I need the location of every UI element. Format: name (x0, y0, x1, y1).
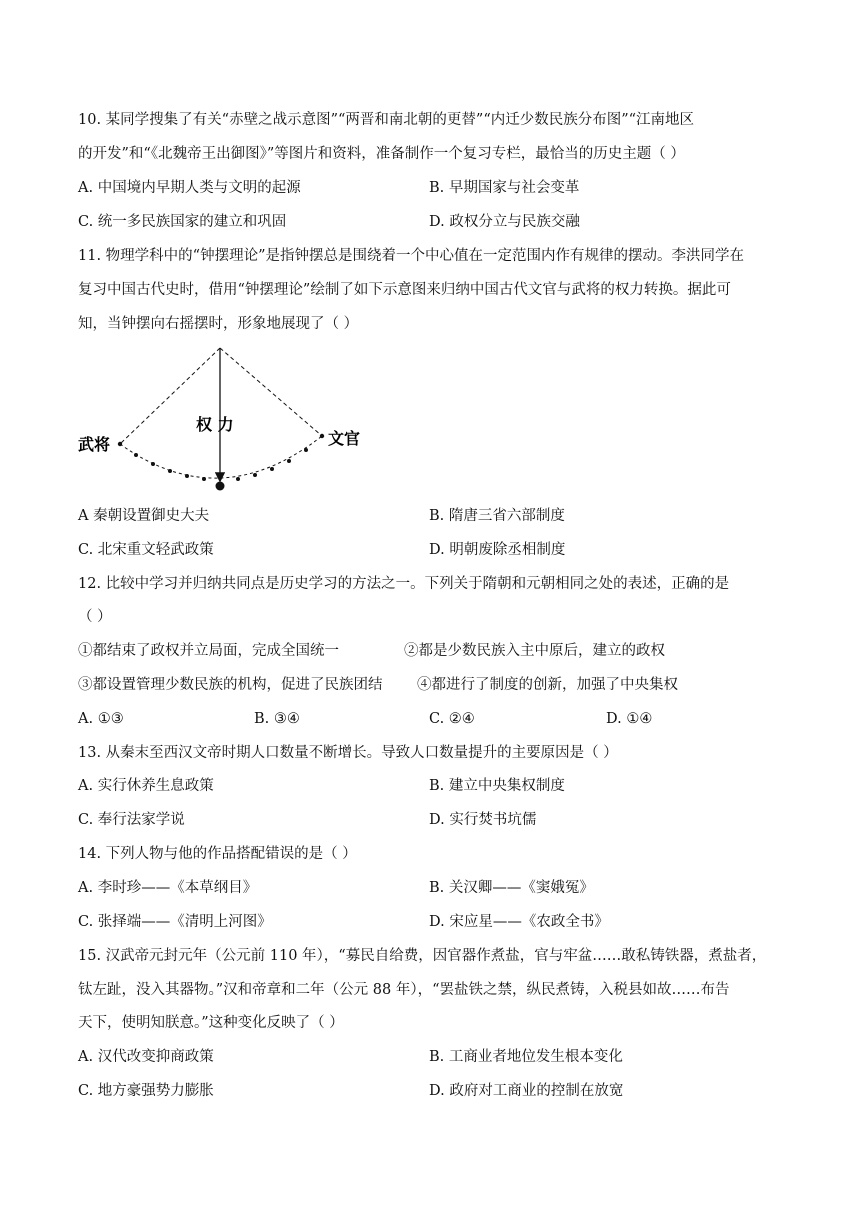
q13-option-d: D. 实行焚书坑儒 (429, 812, 537, 828)
q10-option-c: C. 统一多民族国家的建立和巩固 (78, 214, 287, 230)
q10-stem-line-2: 的开发”和“《北魏帝王出御图》”等图片和资料，准备制作一个复习专栏，最恰当的历史主题（ ） (78, 146, 685, 162)
q14-option-c: C. 张择端——《清明上河图》 (78, 914, 272, 930)
q14-option-b: B. 关汉卿——《窦娥冤》 (429, 880, 594, 896)
q15-stem-line-1: 15. 汉武帝元封元年（公元前 110 年），“募民自给费，因官器作煮盐，官与牢盆……敢私铸铁器，煮盐者， (78, 948, 767, 964)
q15-option-a: A. 汉代改变抑商政策 (78, 1049, 214, 1065)
label-wenguan: 文官 (328, 429, 361, 448)
q11-option-d: D. 明朝废除丞相制度 (429, 542, 566, 558)
arc-dots (118, 434, 324, 481)
q11-option-b: B. 隋唐三省六部制度 (429, 508, 565, 524)
q11-option-a: A 秦朝设置御史大夫 (78, 508, 210, 524)
q12-item-2: ②都是少数民族入主中原后，建立的政权 (404, 643, 665, 659)
q10-option-a: A. 中国境内早期人类与文明的起源 (78, 180, 301, 196)
label-quanli: 权 力 (196, 415, 234, 434)
q11-option-c: C. 北宋重文轻武政策 (78, 542, 214, 558)
q13-option-b: B. 建立中央集权制度 (429, 778, 565, 794)
label-wujiang: 武将 (78, 435, 111, 454)
q13-option-a: A. 实行休养生息政策 (78, 778, 214, 794)
q15-option-c: C. 地方豪强势力膨胀 (78, 1083, 214, 1099)
q10-stem-line-1: 10. 某同学搜集了有关“赤壁之战示意图”“两晋和南北朝的更替”“内迁少数民族分布图”“江南地区 (78, 112, 695, 128)
q12-option-a: A. ①③ (78, 711, 124, 727)
q14-option-d: D. 宋应星——《农政全书》 (429, 914, 609, 930)
q13-option-c: C. 奉行法家学说 (78, 812, 185, 828)
q15-stem-line-2: 钛左趾，没入其器物。”汉和帝章和二年（公元 88 年），“罢盐铁之禁，纵民煮铸，入税县如故……布告 (78, 982, 730, 998)
q12-option-c: C. ②④ (429, 711, 475, 727)
q12-stem-line-1: 12. 比较中学习并归纳共同点是历史学习的方法之一。下列关于隋朝和元朝相同之处的表述，正确的是 (78, 576, 730, 592)
pendulum-bob (216, 482, 225, 491)
q11-stem-line-1: 11. 物理学科中的“钟摆理论”是指钟摆总是围绕着一个中心值在一定范围内作有规律的摆动。李洪同学在 (78, 248, 744, 264)
swing-arc (120, 436, 322, 478)
q13-stem-line-1: 13. 从秦末至西汉文帝时期人口数量不断增长。导致人口数量提升的主要原因是（ ） (78, 745, 618, 761)
q11-stem-line-2: 复习中国古代史时，借用“钟摆理论”绘制了如下示意图来归纳中国古代文官与武将的权力转换。据此可 (78, 282, 731, 298)
q14-stem-line-1: 14. 下列人物与他的作品搭配错误的是（ ） (78, 846, 357, 862)
q15-stem-line-3: 天下，使明知朕意。”这种变化反映了（ ） (78, 1015, 344, 1031)
q15-option-b: B. 工商业者地位发生根本变化 (429, 1049, 623, 1065)
q10-option-d: D. 政权分立与民族交融 (429, 214, 580, 230)
q10-option-b: B. 早期国家与社会变革 (429, 180, 580, 196)
q11-stem-line-3: 知，当钟摆向右摇摆时，形象地展现了（ ） (78, 316, 359, 332)
q14-option-a: A. 李时珍——《本草纲目》 (78, 880, 258, 896)
q12-item-4: ④都进行了制度的创新，加强了中央集权 (417, 677, 678, 693)
pendulum-diagram (70, 340, 380, 500)
q12-option-d: D. ①④ (606, 711, 653, 727)
q12-option-b: B. ③④ (254, 711, 300, 727)
q12-stem-line-2: （ ） (78, 609, 112, 625)
q15-option-d: D. 政府对工商业的控制在放宽 (429, 1083, 624, 1099)
q12-item-3: ③都设置管理少数民族的机构，促进了民族团结 (78, 677, 383, 693)
right-swing-line (220, 348, 322, 436)
q12-item-1: ①都结束了政权并立局面，完成全国统一 (78, 643, 339, 659)
